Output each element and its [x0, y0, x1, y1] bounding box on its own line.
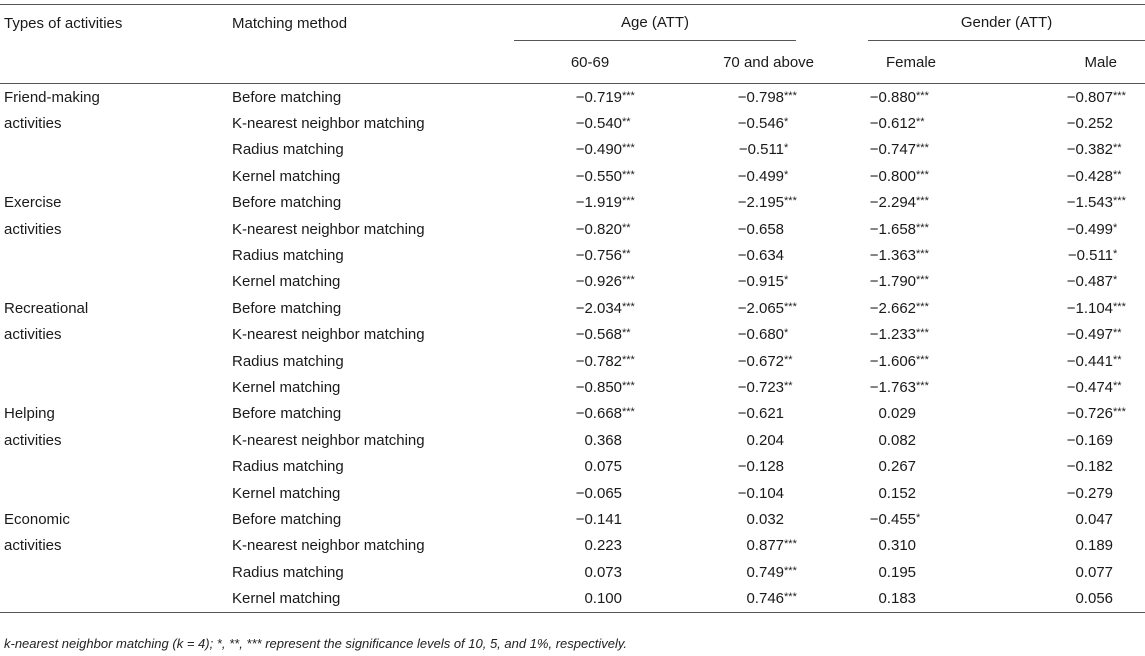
table-body	[0, 84, 1145, 613]
table-row	[0, 84, 1145, 111]
cell-male	[970, 401, 1145, 427]
cell-matching-method: Before matching	[232, 194, 342, 212]
att-value: −0.726	[1066, 405, 1114, 423]
cell-matching-method: Radius matching	[232, 458, 344, 476]
significance-stars: ***	[784, 564, 797, 577]
att-value: −0.141	[575, 510, 622, 528]
cell-age-70-above	[666, 401, 826, 427]
cell-age-70-above	[666, 374, 826, 400]
cell-activity-type	[0, 559, 232, 585]
table-row	[0, 322, 1145, 348]
att-value: −0.880	[869, 88, 917, 106]
cell-activity-type	[0, 480, 232, 506]
cell-male	[970, 216, 1145, 242]
significance-stars: ***	[784, 89, 797, 102]
att-value: −0.672	[737, 352, 785, 370]
cell-female	[826, 401, 970, 427]
significance-stars: ***	[784, 300, 797, 313]
header-female: Female	[826, 41, 970, 84]
significance-stars: ***	[916, 274, 929, 287]
cell-age-70-above	[666, 269, 826, 295]
significance-stars: ***	[622, 168, 635, 181]
cell-male	[970, 110, 1145, 136]
att-value: 0.029	[878, 405, 917, 423]
att-value: −0.511	[738, 141, 785, 159]
att-value: −1.363	[869, 247, 917, 265]
att-value: 0.189	[1075, 537, 1114, 555]
significance-stars: *	[916, 511, 921, 524]
significance-stars: ***	[622, 353, 635, 366]
cell-age-70-above	[666, 427, 826, 453]
cell-matching-method: Kernel matching	[232, 167, 341, 185]
significance-stars: **	[622, 248, 631, 261]
att-value: −0.487	[1066, 273, 1114, 291]
cell-activity-type	[0, 348, 232, 374]
cell-activity-type	[0, 585, 232, 612]
cell-age-60-69	[514, 506, 666, 532]
significance-stars: ***	[622, 89, 635, 102]
att-value: −1.790	[869, 273, 917, 291]
cell-activity-type	[0, 242, 232, 268]
cell-activity-type: Friend-making	[4, 88, 100, 106]
cell-matching-method: Radius matching	[232, 141, 344, 159]
att-value: −0.550	[575, 167, 622, 185]
cell-age-60-69	[514, 348, 666, 374]
table-row	[0, 506, 1145, 532]
cell-male	[970, 322, 1145, 348]
significance-stars: ***	[916, 300, 929, 313]
table-row	[0, 401, 1145, 427]
cell-female	[826, 84, 970, 111]
cell-age-70-above	[666, 585, 826, 612]
significance-stars: **	[916, 116, 925, 129]
cell-age-60-69	[514, 453, 666, 479]
cell-female	[826, 374, 970, 400]
att-value: −0.621	[737, 405, 785, 423]
cell-male	[970, 163, 1145, 189]
cell-age-60-69	[514, 401, 666, 427]
att-value: 0.749	[746, 563, 785, 581]
att-value: −0.252	[1066, 115, 1114, 133]
significance-stars: *	[1113, 221, 1118, 234]
cell-male	[970, 348, 1145, 374]
att-value: −1.104	[1066, 299, 1114, 317]
cell-matching-method: K-nearest neighbor matching	[232, 431, 425, 449]
att-value: −0.612	[869, 115, 917, 133]
cell-female	[826, 427, 970, 453]
cell-male	[970, 242, 1145, 268]
cell-activity-type: activities	[4, 431, 62, 449]
cell-matching-method: K-nearest neighbor matching	[232, 537, 425, 555]
att-value: −0.540	[575, 115, 622, 133]
cell-female	[826, 585, 970, 612]
significance-stars: *	[1113, 248, 1118, 261]
cell-female	[826, 137, 970, 163]
header-age-group	[514, 5, 826, 42]
att-value: 0.152	[878, 484, 917, 502]
att-value: 0.077	[1075, 563, 1114, 581]
cell-male	[970, 137, 1145, 163]
cell-activity-type: Recreational	[4, 299, 89, 317]
cell-matching-method: Kernel matching	[232, 484, 341, 502]
att-value: 0.204	[746, 431, 785, 449]
cell-matching-method: K-nearest neighbor matching	[232, 115, 425, 133]
significance-stars: ***	[784, 195, 797, 208]
cell-female	[826, 216, 970, 242]
cell-age-70-above	[666, 506, 826, 532]
results-table	[0, 4, 1145, 613]
att-value: −0.658	[737, 220, 785, 238]
att-value: −1.658	[869, 220, 917, 238]
cell-age-60-69	[514, 110, 666, 136]
significance-stars: ***	[916, 379, 929, 392]
att-value: 0.100	[584, 590, 622, 608]
att-value: −0.568	[575, 326, 622, 344]
significance-stars: *	[784, 168, 789, 181]
cell-matching-method: K-nearest neighbor matching	[232, 220, 425, 238]
cell-female	[826, 322, 970, 348]
cell-male	[970, 84, 1145, 111]
cell-matching-method: Radius matching	[232, 247, 344, 265]
cell-activity-type: activities	[4, 326, 62, 344]
cell-age-60-69	[514, 295, 666, 321]
cell-age-70-above	[666, 137, 826, 163]
cell-age-70-above	[666, 163, 826, 189]
table-footnote: k-nearest neighbor matching (k = 4); *, **, *** represent the significance levels of 10, 5, and 1%, respectively.	[4, 636, 628, 651]
att-value: −0.668	[575, 405, 622, 423]
cell-female	[826, 242, 970, 268]
cell-age-60-69	[514, 559, 666, 585]
att-value: 0.056	[1075, 590, 1114, 608]
att-value: −0.490	[575, 141, 622, 159]
att-value: 0.310	[878, 537, 917, 555]
table-row	[0, 269, 1145, 295]
table-row	[0, 533, 1145, 559]
att-value: −0.820	[575, 220, 622, 238]
att-value: −0.807	[1066, 88, 1114, 106]
significance-stars: ***	[1113, 300, 1126, 313]
cell-female	[826, 453, 970, 479]
cell-activity-type: activities	[4, 115, 62, 133]
att-value: 0.183	[878, 590, 917, 608]
cell-matching-method: K-nearest neighbor matching	[232, 326, 425, 344]
cell-matching-method: Before matching	[232, 299, 342, 317]
significance-stars: **	[622, 116, 631, 129]
att-value: −0.915	[737, 273, 785, 291]
table-row	[0, 242, 1145, 268]
significance-stars: **	[1113, 353, 1122, 366]
att-value: 0.877	[746, 537, 785, 555]
significance-stars: ***	[916, 142, 929, 155]
significance-stars: **	[784, 353, 793, 366]
att-value: −0.128	[737, 458, 785, 476]
significance-stars: ***	[916, 168, 929, 181]
table-row	[0, 559, 1145, 585]
att-value: −0.782	[575, 352, 622, 370]
att-value: 0.082	[878, 431, 917, 449]
cell-matching-method: Kernel matching	[232, 585, 514, 612]
significance-stars: **	[1113, 168, 1122, 181]
table-row	[0, 427, 1145, 453]
cell-age-70-above	[666, 480, 826, 506]
cell-age-70-above	[666, 242, 826, 268]
significance-stars: ***	[916, 327, 929, 340]
att-value: −0.499	[737, 167, 785, 185]
cell-male	[970, 506, 1145, 532]
att-value: −2.294	[869, 194, 917, 212]
cell-activity-type: Exercise	[4, 194, 62, 212]
cell-age-70-above	[666, 216, 826, 242]
significance-stars: *	[1113, 274, 1118, 287]
table-row	[0, 216, 1145, 242]
cell-age-70-above	[666, 190, 826, 216]
significance-stars: **	[784, 379, 793, 392]
cell-age-60-69	[514, 322, 666, 348]
header-gender-label: Gender (ATT)	[960, 14, 1053, 31]
table-row	[0, 453, 1145, 479]
cell-matching-method: Before matching	[232, 510, 342, 528]
att-value: −2.034	[575, 299, 622, 317]
header-types: Types of activities	[0, 5, 232, 42]
cell-female	[826, 506, 970, 532]
significance-stars: ***	[1113, 195, 1126, 208]
cell-activity-type	[0, 374, 232, 400]
att-value: 0.746	[746, 590, 785, 608]
cell-matching-method: Radius matching	[232, 563, 344, 581]
att-value: −0.798	[737, 88, 785, 106]
significance-stars: *	[784, 142, 789, 155]
significance-stars: ***	[622, 195, 635, 208]
cell-age-70-above	[666, 322, 826, 348]
cell-male	[970, 533, 1145, 559]
att-value: −0.169	[1066, 431, 1114, 449]
significance-stars: **	[1113, 379, 1122, 392]
att-value: 0.073	[584, 563, 622, 581]
table-row	[0, 585, 1145, 612]
cell-age-70-above	[666, 453, 826, 479]
cell-activity-type	[0, 137, 232, 163]
att-value: −0.546	[737, 115, 785, 133]
significance-stars: ***	[916, 221, 929, 234]
significance-stars: **	[1113, 327, 1122, 340]
cell-activity-type: Economic	[4, 510, 70, 528]
att-value: 0.032	[746, 510, 785, 528]
cell-age-60-69	[514, 137, 666, 163]
att-value: −1.543	[1066, 194, 1114, 212]
cell-age-60-69	[514, 533, 666, 559]
att-value: −0.182	[1066, 458, 1114, 476]
cell-age-60-69	[514, 190, 666, 216]
cell-age-60-69	[514, 480, 666, 506]
att-value: −0.104	[737, 484, 785, 502]
cell-age-60-69	[514, 242, 666, 268]
att-value: −0.455	[869, 510, 917, 528]
cell-age-70-above	[666, 84, 826, 111]
significance-stars: *	[784, 274, 789, 287]
att-value: −0.428	[1066, 167, 1114, 185]
significance-stars: ***	[622, 274, 635, 287]
att-value: 0.223	[584, 537, 622, 555]
header-row-top	[0, 5, 1145, 42]
cell-female	[826, 295, 970, 321]
att-value: 0.047	[1075, 510, 1114, 528]
cell-female	[826, 348, 970, 374]
significance-stars: ***	[784, 591, 797, 604]
cell-female	[826, 163, 970, 189]
significance-stars: ***	[622, 300, 635, 313]
att-value: −0.747	[869, 141, 917, 159]
significance-stars: **	[1113, 142, 1122, 155]
att-value: −0.800	[869, 167, 917, 185]
cell-female	[826, 110, 970, 136]
table-row	[0, 480, 1145, 506]
header-age-label: Age (ATT)	[620, 14, 690, 31]
cell-age-70-above	[666, 295, 826, 321]
significance-stars: ***	[1113, 406, 1126, 419]
att-value: −0.511	[1067, 247, 1114, 265]
att-value: 0.075	[584, 458, 622, 476]
att-value: 0.267	[878, 458, 917, 476]
significance-stars: **	[622, 327, 631, 340]
att-value: −0.723	[737, 378, 785, 396]
cell-matching-method: Before matching	[232, 88, 342, 106]
table-row	[0, 348, 1145, 374]
header-method: Matching method	[232, 5, 514, 42]
cell-age-70-above	[666, 559, 826, 585]
cell-male	[970, 374, 1145, 400]
significance-stars: ***	[1113, 89, 1126, 102]
cell-age-70-above	[666, 348, 826, 374]
cell-activity-type	[0, 453, 232, 479]
cell-male	[970, 480, 1145, 506]
table-row	[0, 374, 1145, 400]
header-row-sub	[0, 41, 1145, 84]
header-age-60-69: 60-69	[514, 41, 666, 84]
cell-female	[826, 190, 970, 216]
att-value: −0.634	[737, 247, 785, 265]
att-value: −0.382	[1066, 141, 1114, 159]
significance-stars: *	[784, 116, 789, 129]
cell-female	[826, 480, 970, 506]
cell-male	[970, 427, 1145, 453]
significance-stars: *	[784, 327, 789, 340]
att-value: −0.279	[1066, 484, 1114, 502]
significance-stars: ***	[622, 406, 635, 419]
significance-stars: ***	[916, 89, 929, 102]
table-row	[0, 190, 1145, 216]
cell-male	[970, 269, 1145, 295]
significance-stars: **	[622, 221, 631, 234]
cell-female	[826, 559, 970, 585]
att-value: −0.680	[737, 326, 785, 344]
cell-female	[826, 533, 970, 559]
att-value: −0.719	[575, 88, 622, 106]
header-male: Male	[970, 41, 1145, 84]
cell-age-60-69	[514, 84, 666, 111]
header-gender-group	[826, 5, 1145, 42]
att-value: −0.926	[575, 273, 622, 291]
cell-male	[970, 190, 1145, 216]
att-value: −0.065	[575, 484, 622, 502]
cell-activity-type: Helping	[4, 405, 55, 423]
table-row	[0, 295, 1145, 321]
significance-stars: ***	[784, 538, 797, 551]
att-value: −1.919	[575, 194, 622, 212]
att-value: −0.756	[575, 247, 622, 265]
significance-stars: ***	[916, 248, 929, 261]
cell-matching-method: Kernel matching	[232, 378, 341, 396]
header-age-70-above: 70 and above	[666, 41, 826, 84]
att-value: −0.497	[1066, 326, 1114, 344]
table-row	[0, 163, 1145, 189]
att-value: 0.195	[878, 563, 917, 581]
cell-matching-method: Kernel matching	[232, 273, 341, 291]
cell-matching-method: Radius matching	[232, 352, 344, 370]
att-value: −1.606	[869, 352, 917, 370]
cell-activity-type	[0, 269, 232, 295]
att-value: −0.474	[1066, 378, 1114, 396]
cell-age-60-69	[514, 269, 666, 295]
cell-age-60-69	[514, 585, 666, 612]
cell-age-60-69	[514, 427, 666, 453]
cell-male	[970, 453, 1145, 479]
cell-female	[826, 269, 970, 295]
cell-activity-type: activities	[4, 537, 62, 555]
att-value: −0.499	[1066, 220, 1114, 238]
cell-age-60-69	[514, 374, 666, 400]
table-row	[0, 110, 1145, 136]
cell-activity-type	[0, 163, 232, 189]
att-value: −2.662	[869, 299, 917, 317]
att-value: −1.233	[869, 326, 917, 344]
significance-stars: ***	[916, 195, 929, 208]
cell-male	[970, 559, 1145, 585]
cell-age-60-69	[514, 163, 666, 189]
cell-male	[970, 295, 1145, 321]
att-value: −2.065	[737, 299, 785, 317]
table-row	[0, 137, 1145, 163]
cell-activity-type: activities	[4, 220, 62, 238]
cell-age-60-69	[514, 216, 666, 242]
significance-stars: ***	[622, 379, 635, 392]
cell-male	[970, 585, 1145, 612]
att-value: −0.850	[575, 378, 622, 396]
significance-stars: ***	[916, 353, 929, 366]
cell-matching-method: Before matching	[232, 405, 342, 423]
att-value: 0.368	[584, 431, 622, 449]
att-value: −2.195	[737, 194, 785, 212]
significance-stars: ***	[622, 142, 635, 155]
att-value: −0.441	[1066, 352, 1114, 370]
cell-age-70-above	[666, 110, 826, 136]
att-value: −1.763	[869, 378, 917, 396]
cell-age-70-above	[666, 533, 826, 559]
